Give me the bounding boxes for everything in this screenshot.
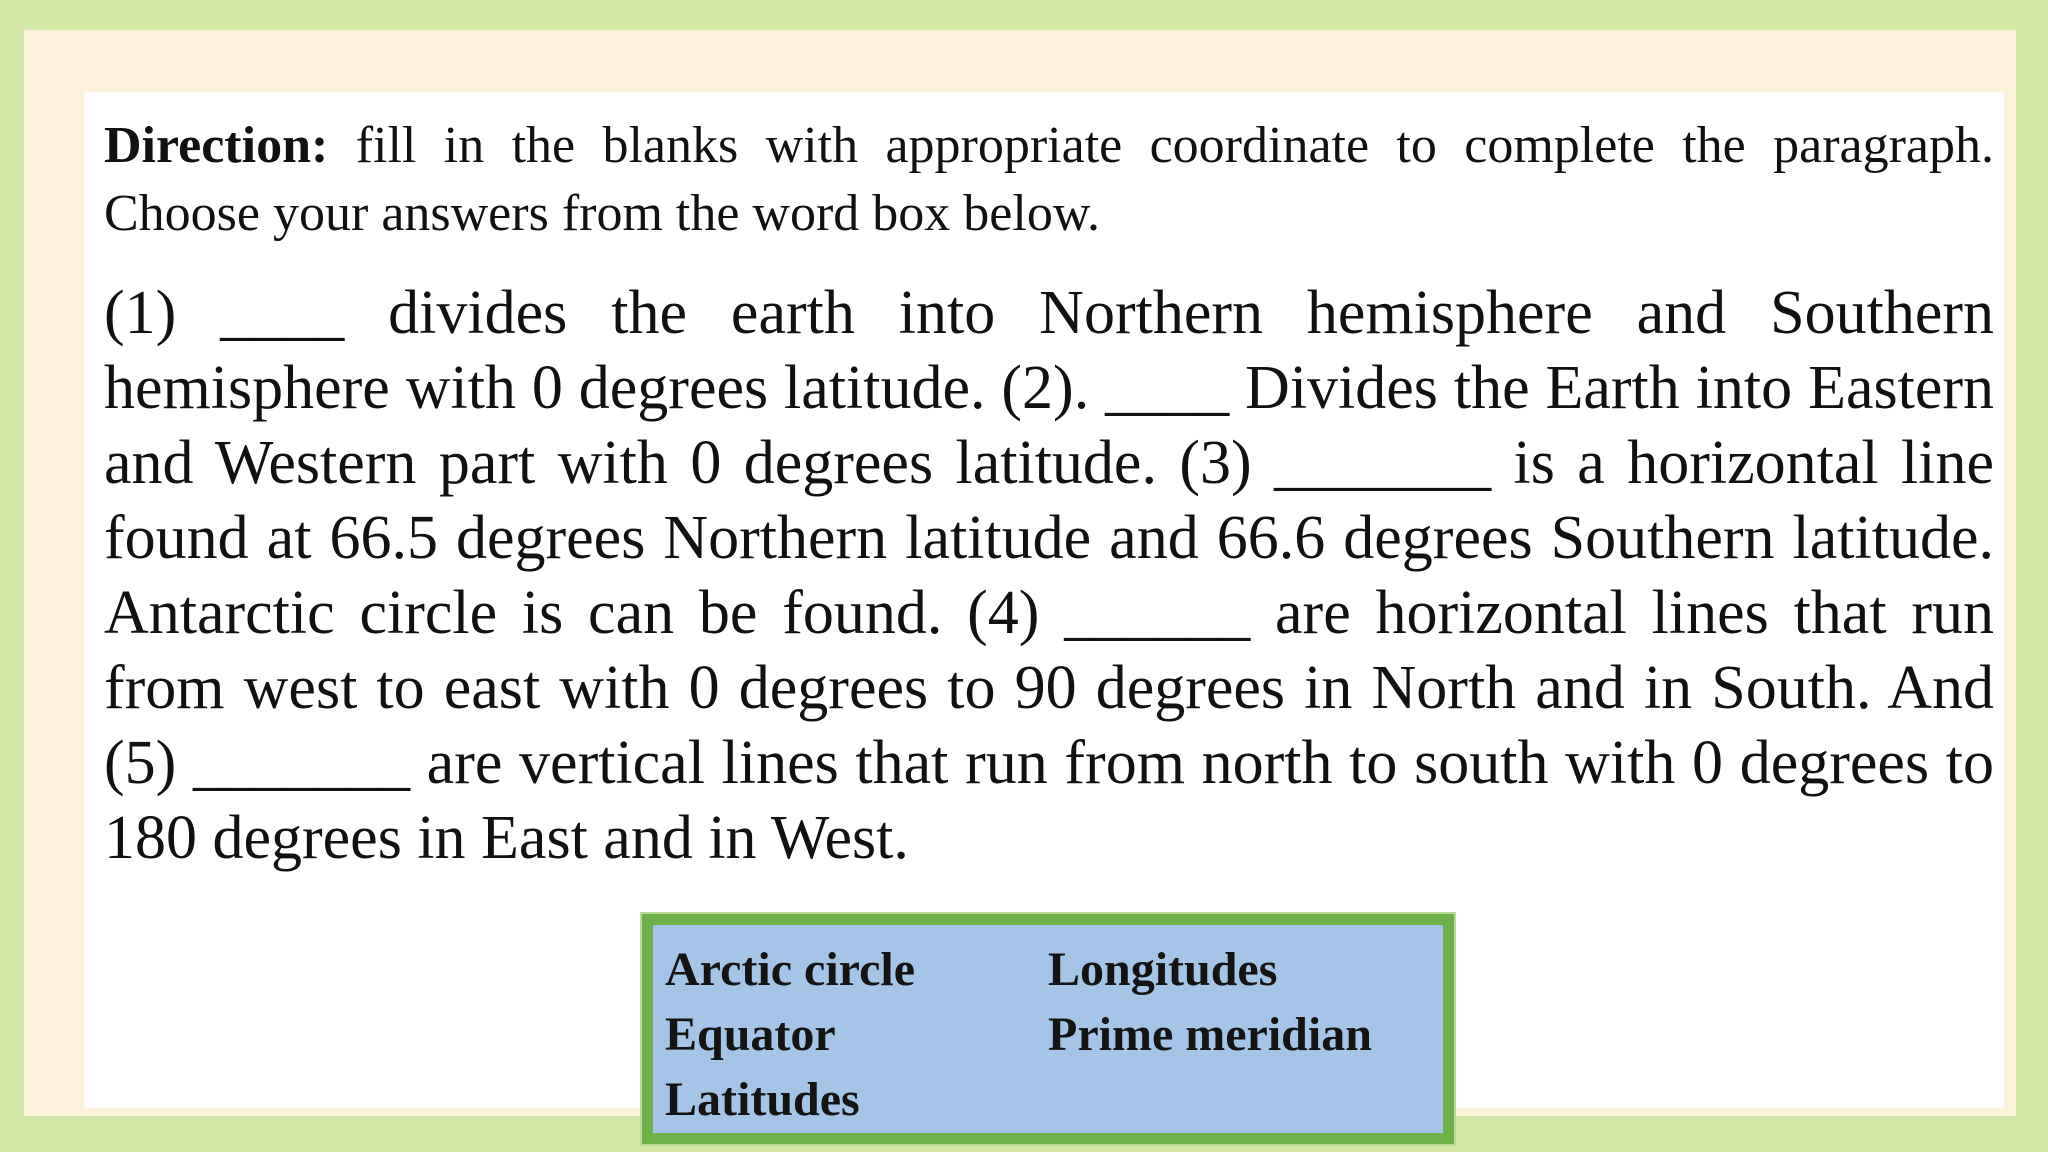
fill-in-paragraph: (1) ____ divides the earth into Northern hemisphere and Southern hemisphere with 0 degrees latitude. (2). ____ Divides the Earth into Eastern and Western part with 0 degrees latitude. (3) _______ is a horizontal line found at 66.5 degrees Northern latitude and 66.6 degrees Southern latitude. Antarctic circle is can be found. (4) ______ are horizontal lines that run from west to east with 0 degrees to 90 degrees in North and in South. And (5) _______ are vertical lines that run from north to south with 0 degrees to 180 degrees in East and in West. xyxy=(104,279,1994,872)
direction-text: fill in the blanks with appropriate coordinate to complete the paragraph. Choose your answers from the word box below. xyxy=(104,117,1995,242)
word-option: Longitudes xyxy=(1048,943,1278,996)
word-box-column-1 xyxy=(665,937,915,1132)
word-box-column-2 xyxy=(1048,937,1372,1067)
direction-line xyxy=(104,112,1994,248)
direction-label: Direction: xyxy=(104,117,329,174)
text-block xyxy=(104,112,1994,876)
word-option: Arctic circle xyxy=(665,943,916,996)
slide-frame xyxy=(24,30,2016,1126)
word-box xyxy=(642,914,1454,1144)
word-option: Latitudes xyxy=(665,1073,860,1126)
word-option: Equator xyxy=(665,1008,836,1061)
word-option: Prime meridian xyxy=(1048,1008,1372,1061)
